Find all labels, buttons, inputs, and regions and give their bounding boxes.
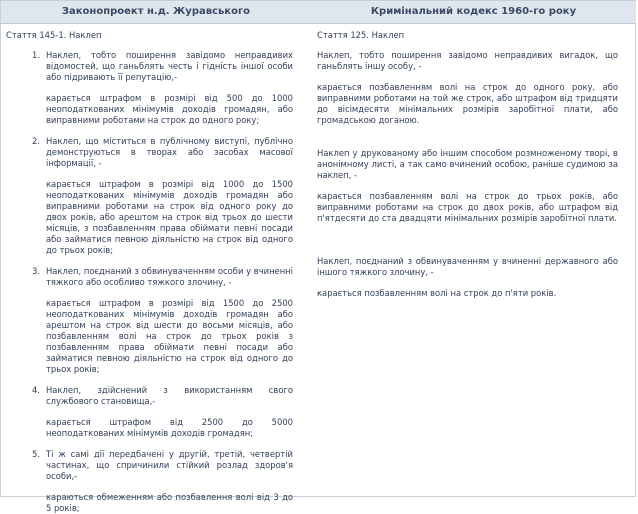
article-part — [317, 256, 618, 299]
column-header-criminal-code: Кримінальний кодекс 1960-го року — [311, 1, 636, 24]
part-penalty: карається позбавленням волі на строк до п'яти років. — [317, 288, 557, 298]
article-part — [6, 449, 293, 514]
part-text: Ті ж самі дії передбачені у другій, третій, четвертій частинах, що спричинили стійкий розлад здоров'я особи,- — [46, 449, 293, 481]
part-penalty: карається позбавленням волі на строк до одного року, або виправними роботами на той же строк, або штрафом від тридцяти до вісімдесяти мінімальних розмірів заробітної плати, або громадською доганою. — [317, 82, 618, 125]
part-penalty: карається позбавленням волі на строк до трьох років, або виправними роботами на строк до двох років, або штрафом від п'ятдесяти до ста двадцяти мінімальних розмірів заробітної плати. — [317, 191, 618, 223]
part-text: Наклеп, що міститься в публічному виступі, публічно демонструються в творах або засобах масової інформації, - — [46, 136, 293, 168]
part-text: Наклеп у друкованому або іншим способом розмноженому творі, в анонімному листі, а так само вчинений особою, раніше судимою за наклеп, - — [317, 148, 618, 180]
article-heading: Стаття 125. Наклеп — [317, 30, 405, 40]
part-text: Наклеп, здійснений з використанням свого службового становища,- — [46, 385, 293, 406]
part-text: Наклеп, тобто поширення завідомо неправдивих вигадок, що ганьблять іншу особу, - — [317, 50, 618, 71]
part-number: 5. — [32, 449, 40, 459]
part-text: Наклеп, тобто поширення завідомо неправдивих відомостей, що ганьблять честь і гідність іншої особи або підривають її репутацію,- — [46, 50, 293, 82]
column-header-draft-law: Законопроект н.д. Журавського — [1, 1, 312, 24]
part-penalty: карається штрафом в розмірі від 1000 до 1500 неоподаткованих мінімумів доходів громадян або виправними роботами на строк від одного року до двох років, або арештом на строк від трьох до шести місяців, з позбавленням права обіймати певні посади або займатися певною діяльністю на строк від одного до трьох років; — [46, 179, 293, 255]
part-penalty: карається штрафом в розмірі від 500 до 1000 неоподаткованих мінімумів доходів громадян, або виправними роботами на строк до одного року; — [46, 93, 293, 125]
part-text: Наклеп, поєднаний з обвинуваченням особи у вчиненні тяжкого або особливо тяжкого злочину, - — [46, 266, 293, 287]
article-part — [6, 385, 293, 439]
part-penalty: караються обмеженням або позбавлення волі від 3 до 5 років; — [46, 492, 293, 513]
draft-law-column — [1, 24, 311, 513]
article-heading: Стаття 145-1. Наклеп — [6, 30, 102, 40]
article-part — [317, 50, 618, 126]
part-number: 4. — [32, 385, 40, 395]
part-text: Наклеп, поєднаний з обвинуваченням у вчиненні державного або іншого тяжкого злочину, - — [317, 256, 618, 277]
article-part — [6, 136, 293, 256]
article-parts-list — [6, 50, 293, 514]
article-part — [317, 148, 618, 224]
article-part — [6, 50, 293, 126]
part-penalty: карається штрафом в розмірі від 1500 до 2500 неоподаткованих мінімумів доходів громадян або арештом на строк від шести до восьми місяців, або позбавленням волі на строк до трьох років з позбавленням права обіймати певні посади або займатися певною діяльністю на строк від одного до трьох років; — [46, 298, 293, 374]
part-number: 3. — [32, 266, 40, 276]
part-penalty: карається штрафом від 2500 до 5000 неоподаткованих мінімумів доходів громадян; — [46, 417, 293, 438]
part-number: 2. — [32, 136, 40, 146]
criminal-code-column — [311, 24, 636, 496]
part-number: 1. — [32, 50, 40, 60]
article-part — [6, 266, 293, 375]
